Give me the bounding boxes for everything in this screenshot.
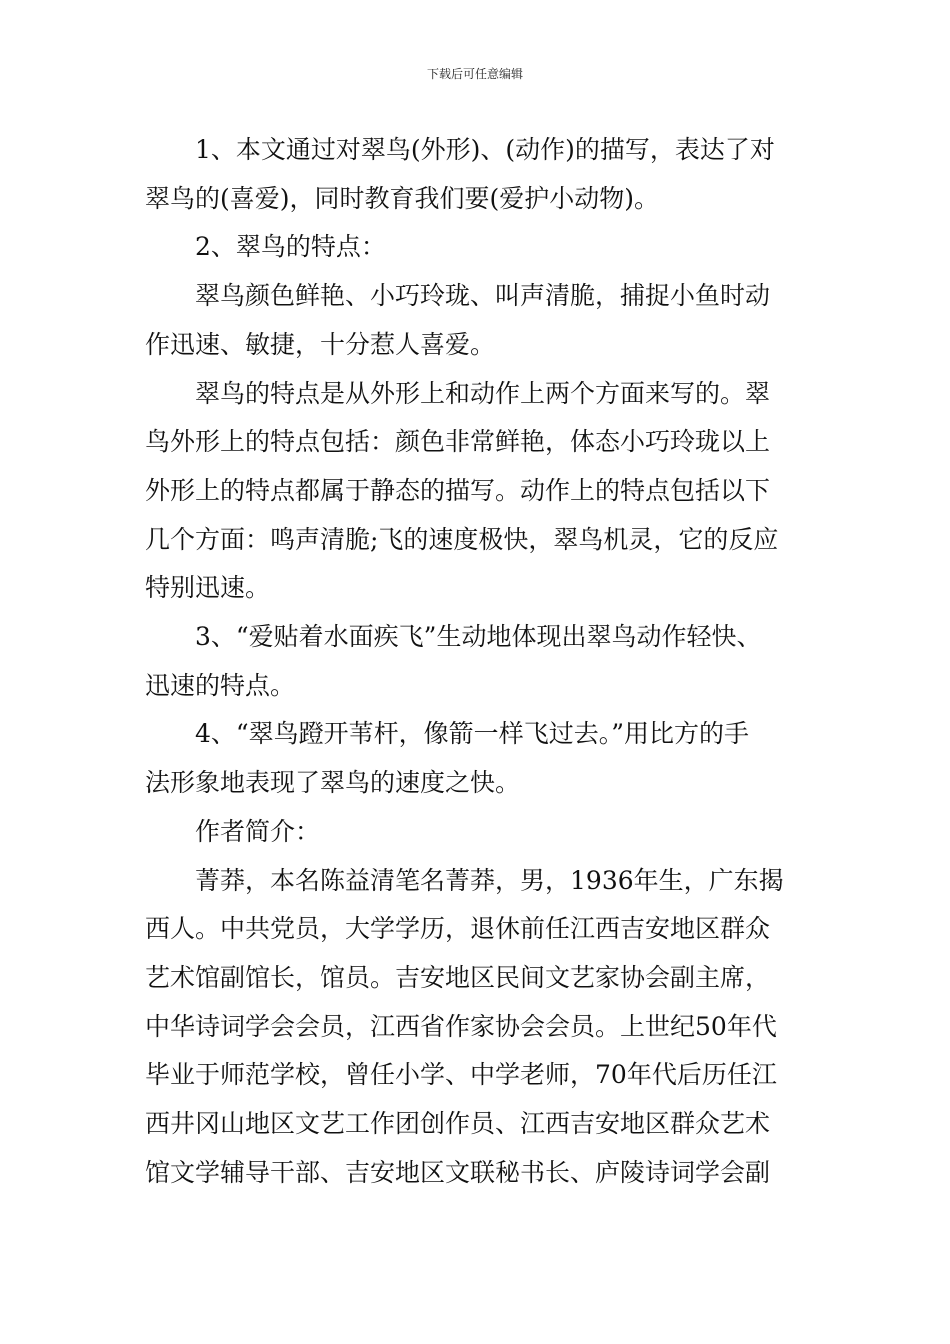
document-body <box>145 126 807 1197</box>
paragraph-answer-4: 4、“翠鸟蹬开苇杆，像箭一样飞过去。”用比方的手 法形象地表现了翠鸟的速度之快。 <box>145 719 749 798</box>
paragraph-answer-1: 1、本文通过对翠鸟(外形)、(动作)的描写，表达了对 翠鸟的(喜爱)，同时教育我们要(爱护小动物)。 <box>145 135 775 213</box>
paragraph-traits-detail: 翠鸟的特点是从外形上和动作上两个方面来写的。翠 鸟外形上的特点包括：颜色非常鲜艳，体态小巧玲珑以上 外形上的特点都属于静态的描写。动作上的特点包括以下 几个方面：鸣声清脆;飞的速度极快，翠鸟机灵，它的反应 特别迅速。 <box>145 378 779 603</box>
paragraph-author-heading: 作者简介： <box>195 816 321 846</box>
page-header: 下载后可任意编辑 <box>426 67 523 81</box>
paragraph-kingfisher-traits: 翠鸟颜色鲜艳、小巧玲珑、叫声清脆，捕捉小鱼时动 作迅速、敏捷，十分惹人喜爱。 <box>145 281 771 359</box>
paragraph-author-bio: 菁莽，本名陈益清笔名菁莽，男，1936年生，广东揭 西人。中共党员，大学学历，退休前任江西吉安地区群众 艺术馆副馆长，馆员。吉安地区民间文艺家协会副主席， 中华诗词学会会员，江西省作家协会会员。上世纪50年代 毕业于师范学校，曾任小学、中学老师，70年代后历任江 西井冈山地区文艺工作团创作员、江西吉安地区群众艺术 馆文学辅导干部、吉安地区文联秘书长、庐陵诗词学会副 <box>145 865 784 1187</box>
paragraph-answer-3: 3、“爱贴着水面疾飞”生动地体现出翠鸟动作轻快、 迅速的特点。 <box>145 622 762 700</box>
paragraph-answer-2-heading: 2、翠鸟的特点： <box>195 232 386 262</box>
